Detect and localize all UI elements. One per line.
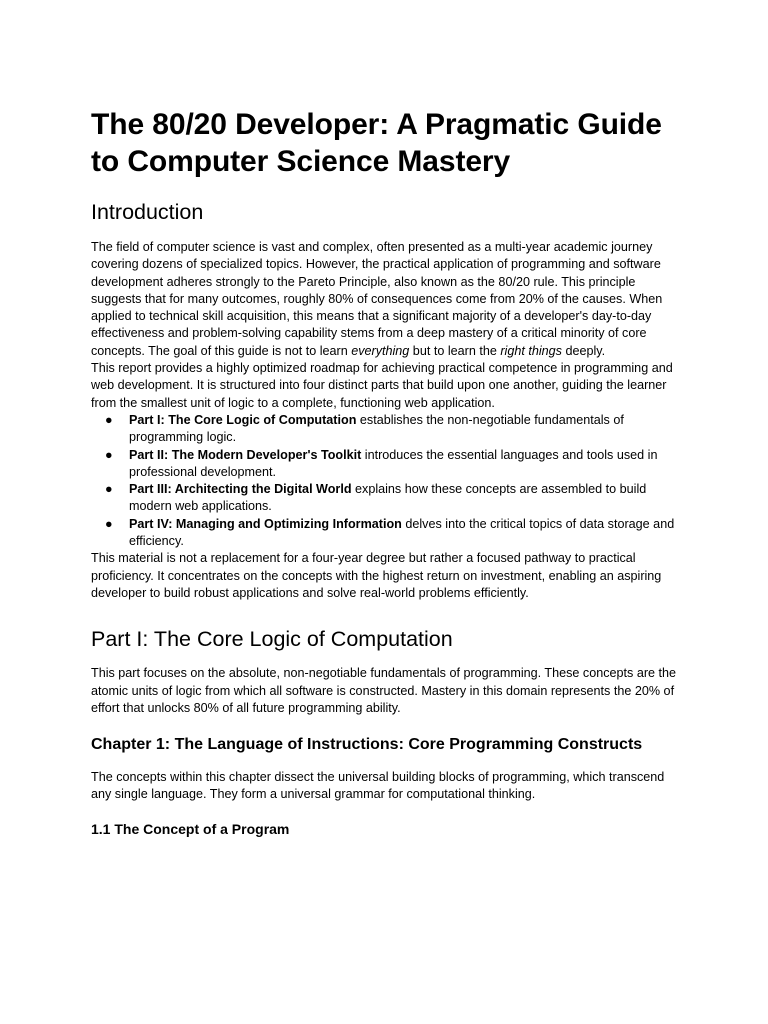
list-item-text: explains how these concepts are assembled to build modern web applications. — [129, 482, 647, 514]
list-item-bold: Part IV: Managing and Optimizing Information — [129, 516, 402, 531]
chapter1-paragraph: The concepts within this chapter dissect the universal building blocks of programming, which transcend any single language. They form a universal grammar for computational thinking. — [91, 770, 665, 802]
list-item-bold: Part III: Architecting the Digital World — [129, 482, 352, 497]
list-item-bold: Part I: The Core Logic of Computation — [129, 412, 357, 427]
bullet-icon: ● — [105, 447, 113, 462]
list-item — [105, 412, 678, 447]
bullet-icon: ● — [105, 516, 113, 531]
list-item — [105, 516, 678, 551]
chapter1-heading: Chapter 1: The Language of Instructions: Core Programming Constructs — [91, 736, 643, 754]
list-item — [105, 481, 678, 516]
intro-p1-emphasis-everything: everything — [351, 343, 410, 358]
intro-p1-text-b: but to learn the — [409, 343, 501, 358]
intro-p1-emphasis-right-things: right things — [500, 343, 562, 358]
list-item-text: introduces the essential languages and tools used in professional development. — [129, 447, 658, 479]
list-item-text: establishes the non-negotiable fundamentals of programming logic. — [129, 412, 624, 445]
bullet-icon: ● — [105, 412, 113, 427]
parts-overview-list — [91, 412, 678, 550]
intro-p1-text-a: The field of computer science is vast and complex, often presented as a multi-year academic journey covering dozens of specialized topics. However, the practical application of programming and software development adheres strongly to the Pareto Principle, also known as the 80/20 rule. This principle suggests that for many outcomes, roughly 80% of consequences come from 20% of the causes. When applied to technical skill acquisition, this means that a significant majority of a developer's day-to-day effectiveness and problem-solving capability stems from a deep mastery of a critical minority of core concepts. The goal of this guide is not to learn — [91, 240, 663, 358]
document-title: The 80/20 Developer: A Pragmatic Guide to Computer Science Mastery — [91, 108, 662, 178]
section-1-1-heading: 1.1 The Concept of a Program — [91, 820, 290, 837]
part1-heading: Part I: The Core Logic of Computation — [91, 627, 453, 652]
list-item-text: delves into the critical topics of data storage and efficiency. — [129, 516, 675, 549]
intro-p1-text-c: deeply. — [561, 343, 606, 358]
part1-paragraph: This part focuses on the absolute, non-negotiable fundamentals of programming. These concepts are the atomic units of logic from which all software is constructed. Mastery in this domain represents the 20% of effort that unlocks 80% of all future programming ability. — [91, 666, 677, 715]
introduction-paragraph-1 — [91, 239, 678, 360]
bullet-icon: ● — [105, 482, 113, 497]
introduction-paragraph-3: This material is not a replacement for a four-year degree but rather a focused pathway to practical proficiency. It concentrates on the concepts with the highest return on investment, enabling an aspiring developer to build robust applications and solve real-world problems efficiently. — [91, 551, 662, 600]
introduction-heading: Introduction — [91, 200, 204, 224]
list-item-bold: Part II: The Modern Developer's Toolkit — [129, 447, 362, 462]
introduction-paragraph-2: This report provides a highly optimized roadmap for achieving practical competence in programming and web development. It is structured into four distinct parts that build upon one another, guiding the learner from the smallest unit of logic to a complete, functioning web application. — [91, 361, 673, 410]
list-item — [105, 447, 678, 482]
